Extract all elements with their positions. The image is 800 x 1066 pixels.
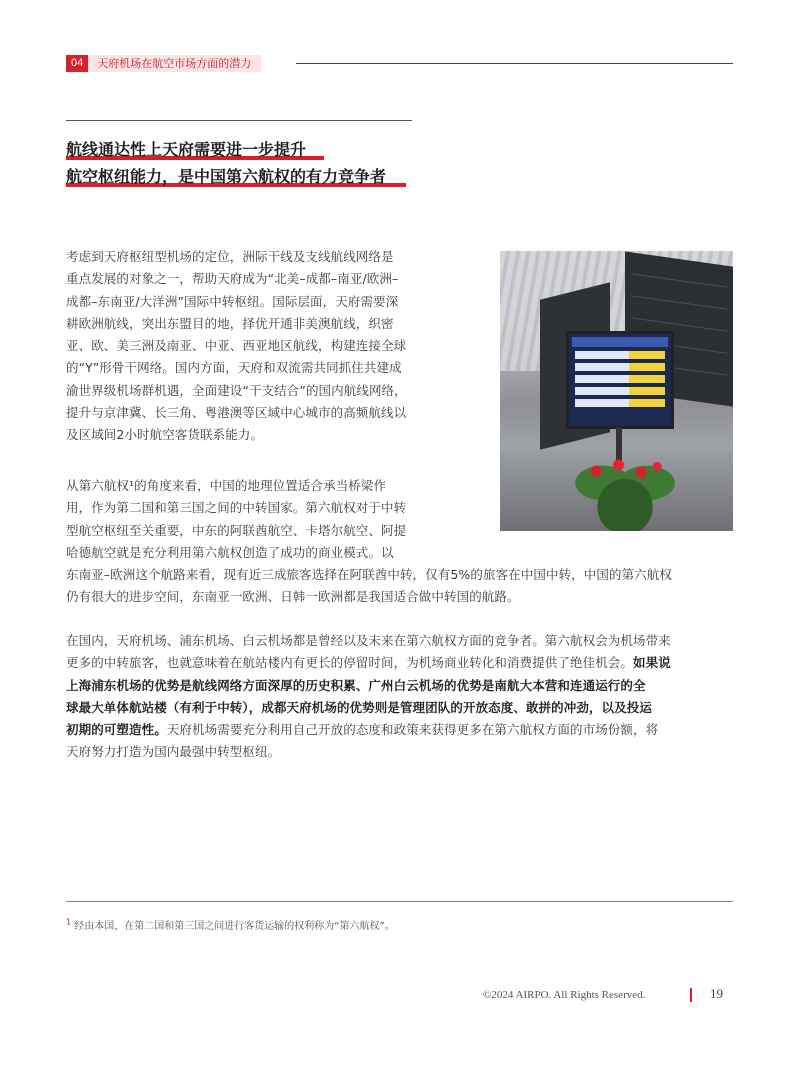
section-number: 04: [66, 55, 88, 72]
text-line: 渝世界级机场群机遇，全面建设“干支结合”的国内航线网络，: [66, 382, 407, 398]
bold-text-line: 球最大单体航站楼（有利于中转），成都天府机场的优势则是管理团队的开放态度、敢拼的冲劲，以及投运: [66, 699, 652, 715]
paragraph-3: [66, 630, 736, 764]
text-line: 用，作为第二国和第三国之间的中转国家。第六航权对于中转: [66, 500, 407, 516]
headline-line-1: 航线通达性上天府需要进一步提升: [66, 140, 307, 159]
bold-text-line: 上海浦东机场的优势是航线网络方面深厚的历史积累、广州白云机场的优势是南航大本营和连通运行的全: [66, 677, 646, 693]
text-line: 重点发展的对象之一，帮助天府成为“北美–成都–南亚/欧洲–: [66, 271, 399, 287]
section-rule: [296, 63, 733, 64]
text-line: 考虑到天府枢纽型机场的定位，洲际干线及支线航线网络是: [66, 249, 394, 264]
checkin-info-screen: [566, 331, 674, 429]
text-line: 在国内，天府机场、浦东机场、白云机场都是曾经以及未来在第六航权方面的竞争者。第六航权会为机场带来: [66, 633, 671, 648]
text-line: 型航空枢纽至关重要，中东的阿联酋航空、卡塔尔航空、阿提: [66, 522, 407, 538]
text-line: 耕欧洲航线，突出东盟目的地，择优开通非美澳航线，织密: [66, 315, 394, 331]
text-line: 哈德航空就是充分利用第六航权创造了成功的商业模式。以: [66, 544, 394, 560]
bold-text: 初期的可塑造性。: [66, 722, 167, 738]
text-line: 及区域间2小时航空客货联系能力。: [66, 427, 264, 443]
text-line: 成都–东南亚/大洋洲”国际中转枢纽。国际层面，天府需要深: [66, 293, 399, 309]
text-line: [66, 719, 736, 741]
airport-terminal-photo: [500, 251, 733, 531]
footnote-rule: [66, 901, 733, 902]
footnote-text: 经由本国，在第二国和第三国之间进行客货运输的权利称为“第六航权”。: [74, 921, 395, 932]
text-line: 天府努力打造为国内最强中转型枢纽。: [66, 744, 281, 760]
headline-line-2: 航空枢纽能力，是中国第六航权的有力竞争者: [66, 167, 387, 186]
text-span: 更多的中转旅客，也就意味着在航站楼内有更长的停留时间，为机场商业转化和消费提供了绝佳机会。: [66, 655, 634, 671]
text-line: 的“Y”形骨干网络。国内方面，天府和双流需共同抓住共建成: [66, 360, 402, 376]
copyright: ©2024 AIRPO. All Rights Reserved.: [483, 989, 646, 1001]
page-number: 19: [710, 986, 723, 1001]
section-title: 天府机场在航空市场方面的潜力: [88, 55, 261, 72]
text-line: 亚、欧、美三洲及南亚、中亚、西亚地区航线，构建连接全球: [66, 338, 407, 354]
footnote-mark: 1: [66, 917, 72, 927]
paragraph-1: [66, 246, 486, 447]
text-line: 提升与京津冀、长三角、粤港澳等区域中心城市的高频航线以: [66, 405, 407, 421]
text-line: 东南亚–欧洲这个航路来看，现有近三成旅客选择在阿联酋中转，仅有5%的旅客在中国中转，中国的第六航权: [66, 567, 672, 583]
text-line: [66, 652, 736, 674]
footnote: [66, 917, 395, 932]
section-header: [66, 55, 261, 72]
footer-separator: [690, 988, 692, 1002]
bold-text: 如果说: [633, 655, 671, 671]
text-line: 仍有很大的进步空间，东南亚一欧洲、日韩一欧洲都是我国适合做中转国的航路。: [66, 589, 520, 605]
red-flowers: [578, 456, 668, 486]
text-line: 从第六航权¹的角度来看，中国的地理位置适合承当桥梁作: [66, 478, 387, 493]
text-span: 天府机场需要充分利用自己开放的态度和政策来获得更多在第六航权方面的市场份额，将: [166, 722, 659, 738]
title-rule: [66, 120, 412, 121]
